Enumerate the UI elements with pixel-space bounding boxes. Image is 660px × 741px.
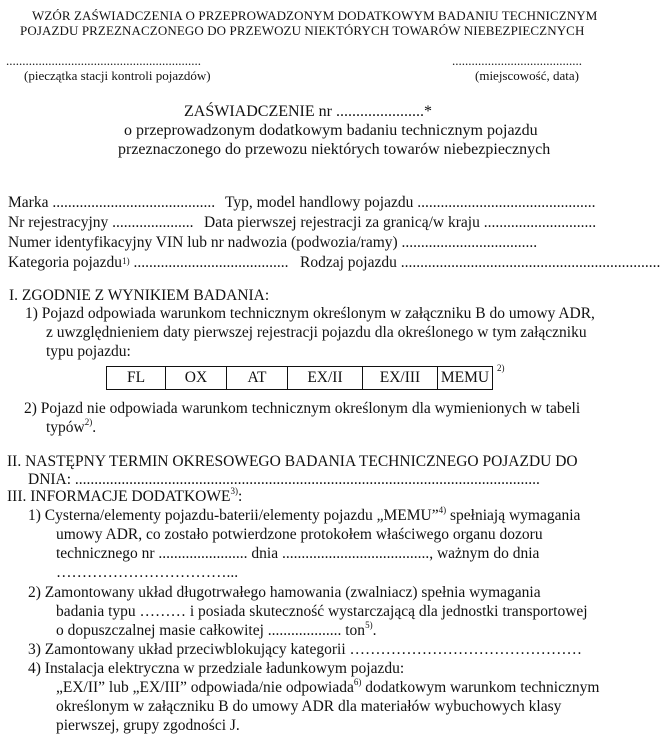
stamp-dots: ............................................................: [6, 53, 201, 68]
section-3-item-2-line-1: 2) Zamontowany układ długotrwałego hamowania (zwalniacz) spełnia wymagania: [28, 584, 541, 601]
section-3-item-4-text-b: dodatkowym warunkom technicznym: [361, 679, 600, 696]
footnote-2-marker: 2): [497, 363, 505, 373]
place-label: (miejscowość, data): [475, 68, 579, 83]
section-3-item-3: 3) Zamontowany układ przeciwblokujący kategorii ………………………………………: [28, 641, 583, 658]
type-cell-memu: MEMU: [438, 367, 493, 390]
footnote-5-marker: 5): [365, 620, 373, 630]
section-3-item-2-line-3: [56, 622, 376, 640]
footnote-1-marker: 1): [122, 256, 130, 266]
type-cell-ex-ii: EX/II: [288, 367, 363, 390]
field-make: Marka ..........................................: [8, 194, 216, 211]
vehicle-types-table: [106, 363, 521, 390]
section-1-item-1-line-3: typu pojazdu:: [46, 343, 131, 360]
footnote-6-marker: 6): [353, 677, 362, 687]
section-3-item-1-line-2: umowy ADR, co zostało potwierdzone protokołem właściwego organu dozoru: [56, 526, 543, 543]
footnote-4-marker: 4): [438, 505, 447, 515]
type-cell-at: AT: [227, 367, 288, 390]
footnote-3-marker: 3): [230, 486, 238, 496]
section-1-item-1-line-2: z uwzględnieniem daty pierwszej rejestracji pojazdu dla określonego w tym załączniku: [46, 324, 587, 341]
section-3-item-2-end: .: [372, 622, 377, 639]
section-3-item-1-line-4: ……………………………...: [56, 564, 239, 581]
section-3-item-4-text: „EX/II” lub „EX/III” odpowiada/nie odpowiada: [56, 679, 354, 696]
section-1-item-1-line-1: 1) Pojazd odpowiada warunkom technicznym określonym w załączniku B do umowy ADR,: [25, 305, 595, 322]
field-vehicle-kind: Rodzaj pojazdu ...................................................................: [300, 254, 660, 271]
header-line-2: POJAZDU PRZEZNACZONEGO DO PRZEWOZU NIEKTÓRYCH TOWARÓW NIEBEZPIECZNYCH: [20, 23, 585, 38]
type-cell-ex-iii: EX/III: [363, 367, 438, 390]
field-category: [8, 253, 288, 273]
section-3-item-2-line-2: badania typu ……… i posiada skuteczność wystarczającą dla jednostki transportowej: [56, 603, 588, 620]
stamp-label: (pieczątka stacji kontroli pojazdów): [24, 68, 211, 83]
section-3-heading-end: :: [237, 488, 243, 505]
footnote-2-marker-b: 2): [84, 417, 93, 427]
section-3-item-4-line-3: określonym w załączniku B do umowy ADR dla materiałów wybuchowych klasy: [56, 698, 562, 715]
section-3-item-4-line-2: [56, 679, 599, 697]
certificate-title: ZAŚWIADCZENIE nr ......................*: [184, 103, 432, 120]
section-3-item-1-text: 1) Cysterna/elementy pojazdu-baterii/elementy pojazdu „MEMU”: [28, 507, 439, 524]
section-3-item-2-text: o dopuszczalnej masie całkowitej ................... ton: [56, 622, 366, 639]
certificate-subtitle-2: przeznaczonego do przewozu niektórych towarów niebezpiecznych: [118, 141, 551, 158]
field-category-dots: ........................................: [129, 254, 289, 271]
section-1-heading: I. ZGODNIE Z WYNIKIEM BADANIA:: [9, 287, 270, 304]
section-3-item-4-line-1: 4) Instalacja elektryczna w przedziale ładunkowym pojazdu:: [28, 660, 405, 677]
section-3-heading-text: III. INFORMACJE DODATKOWE: [7, 488, 231, 505]
section-1-item-2-end: .: [92, 419, 97, 436]
place-dots: ........................................: [452, 53, 582, 68]
field-type-model: Typ, model handlowy pojazdu ..............................................: [225, 194, 596, 211]
field-vin: Numer identyfikacyjny VIN lub nr nadwozia (podwozia/ramy) ...................................: [8, 234, 538, 251]
section-3-item-1-line-1: [28, 507, 580, 525]
type-cell-ox: OX: [166, 367, 227, 390]
field-first-registration: Data pierwszej rejestracji za granicą/w kraju .............................: [204, 214, 597, 231]
section-3-item-1-line-3: technicznego nr ....................... dnia ......................................, ważnym do dnia: [56, 545, 540, 562]
section-1-item-2-line-1: 2) Pojazd nie odpowiada warunkom technicznym określonym dla wymienionych w tabeli: [24, 400, 581, 417]
header-line-1: WZÓR ZAŚWIADCZENIA O PRZEPROWADZONYM DODATKOWYM BADANIU TECHNICZNYM: [32, 8, 598, 23]
field-registration: Nr rejestracyjny .....................: [8, 214, 194, 231]
field-category-label: Kategoria pojazdu: [8, 254, 123, 271]
type-footnote-cell: [493, 363, 522, 390]
section-2-line-1: II. NASTĘPNY TERMIN OKRESOWEGO BADANIA TECHNICZNEGO POJAZDU DO: [7, 453, 578, 470]
section-3-item-4-line-4: pierwszej, grupy zgodności J.: [56, 717, 240, 734]
section-2-line-2: DNIA: ........................................................................................................................: [28, 471, 540, 488]
vehicle-types-row: [107, 367, 522, 390]
certificate-subtitle-1: o przeprowadzonym dodatkowym badaniu technicznym pojazdu: [124, 122, 538, 139]
section-1-item-2-text: typów: [46, 419, 85, 436]
type-cell-fl: FL: [107, 367, 166, 390]
section-1-item-2-line-2: [46, 419, 96, 437]
section-3-item-1-text-b: spełniają wymagania: [446, 507, 581, 524]
section-3-heading: [7, 488, 242, 506]
